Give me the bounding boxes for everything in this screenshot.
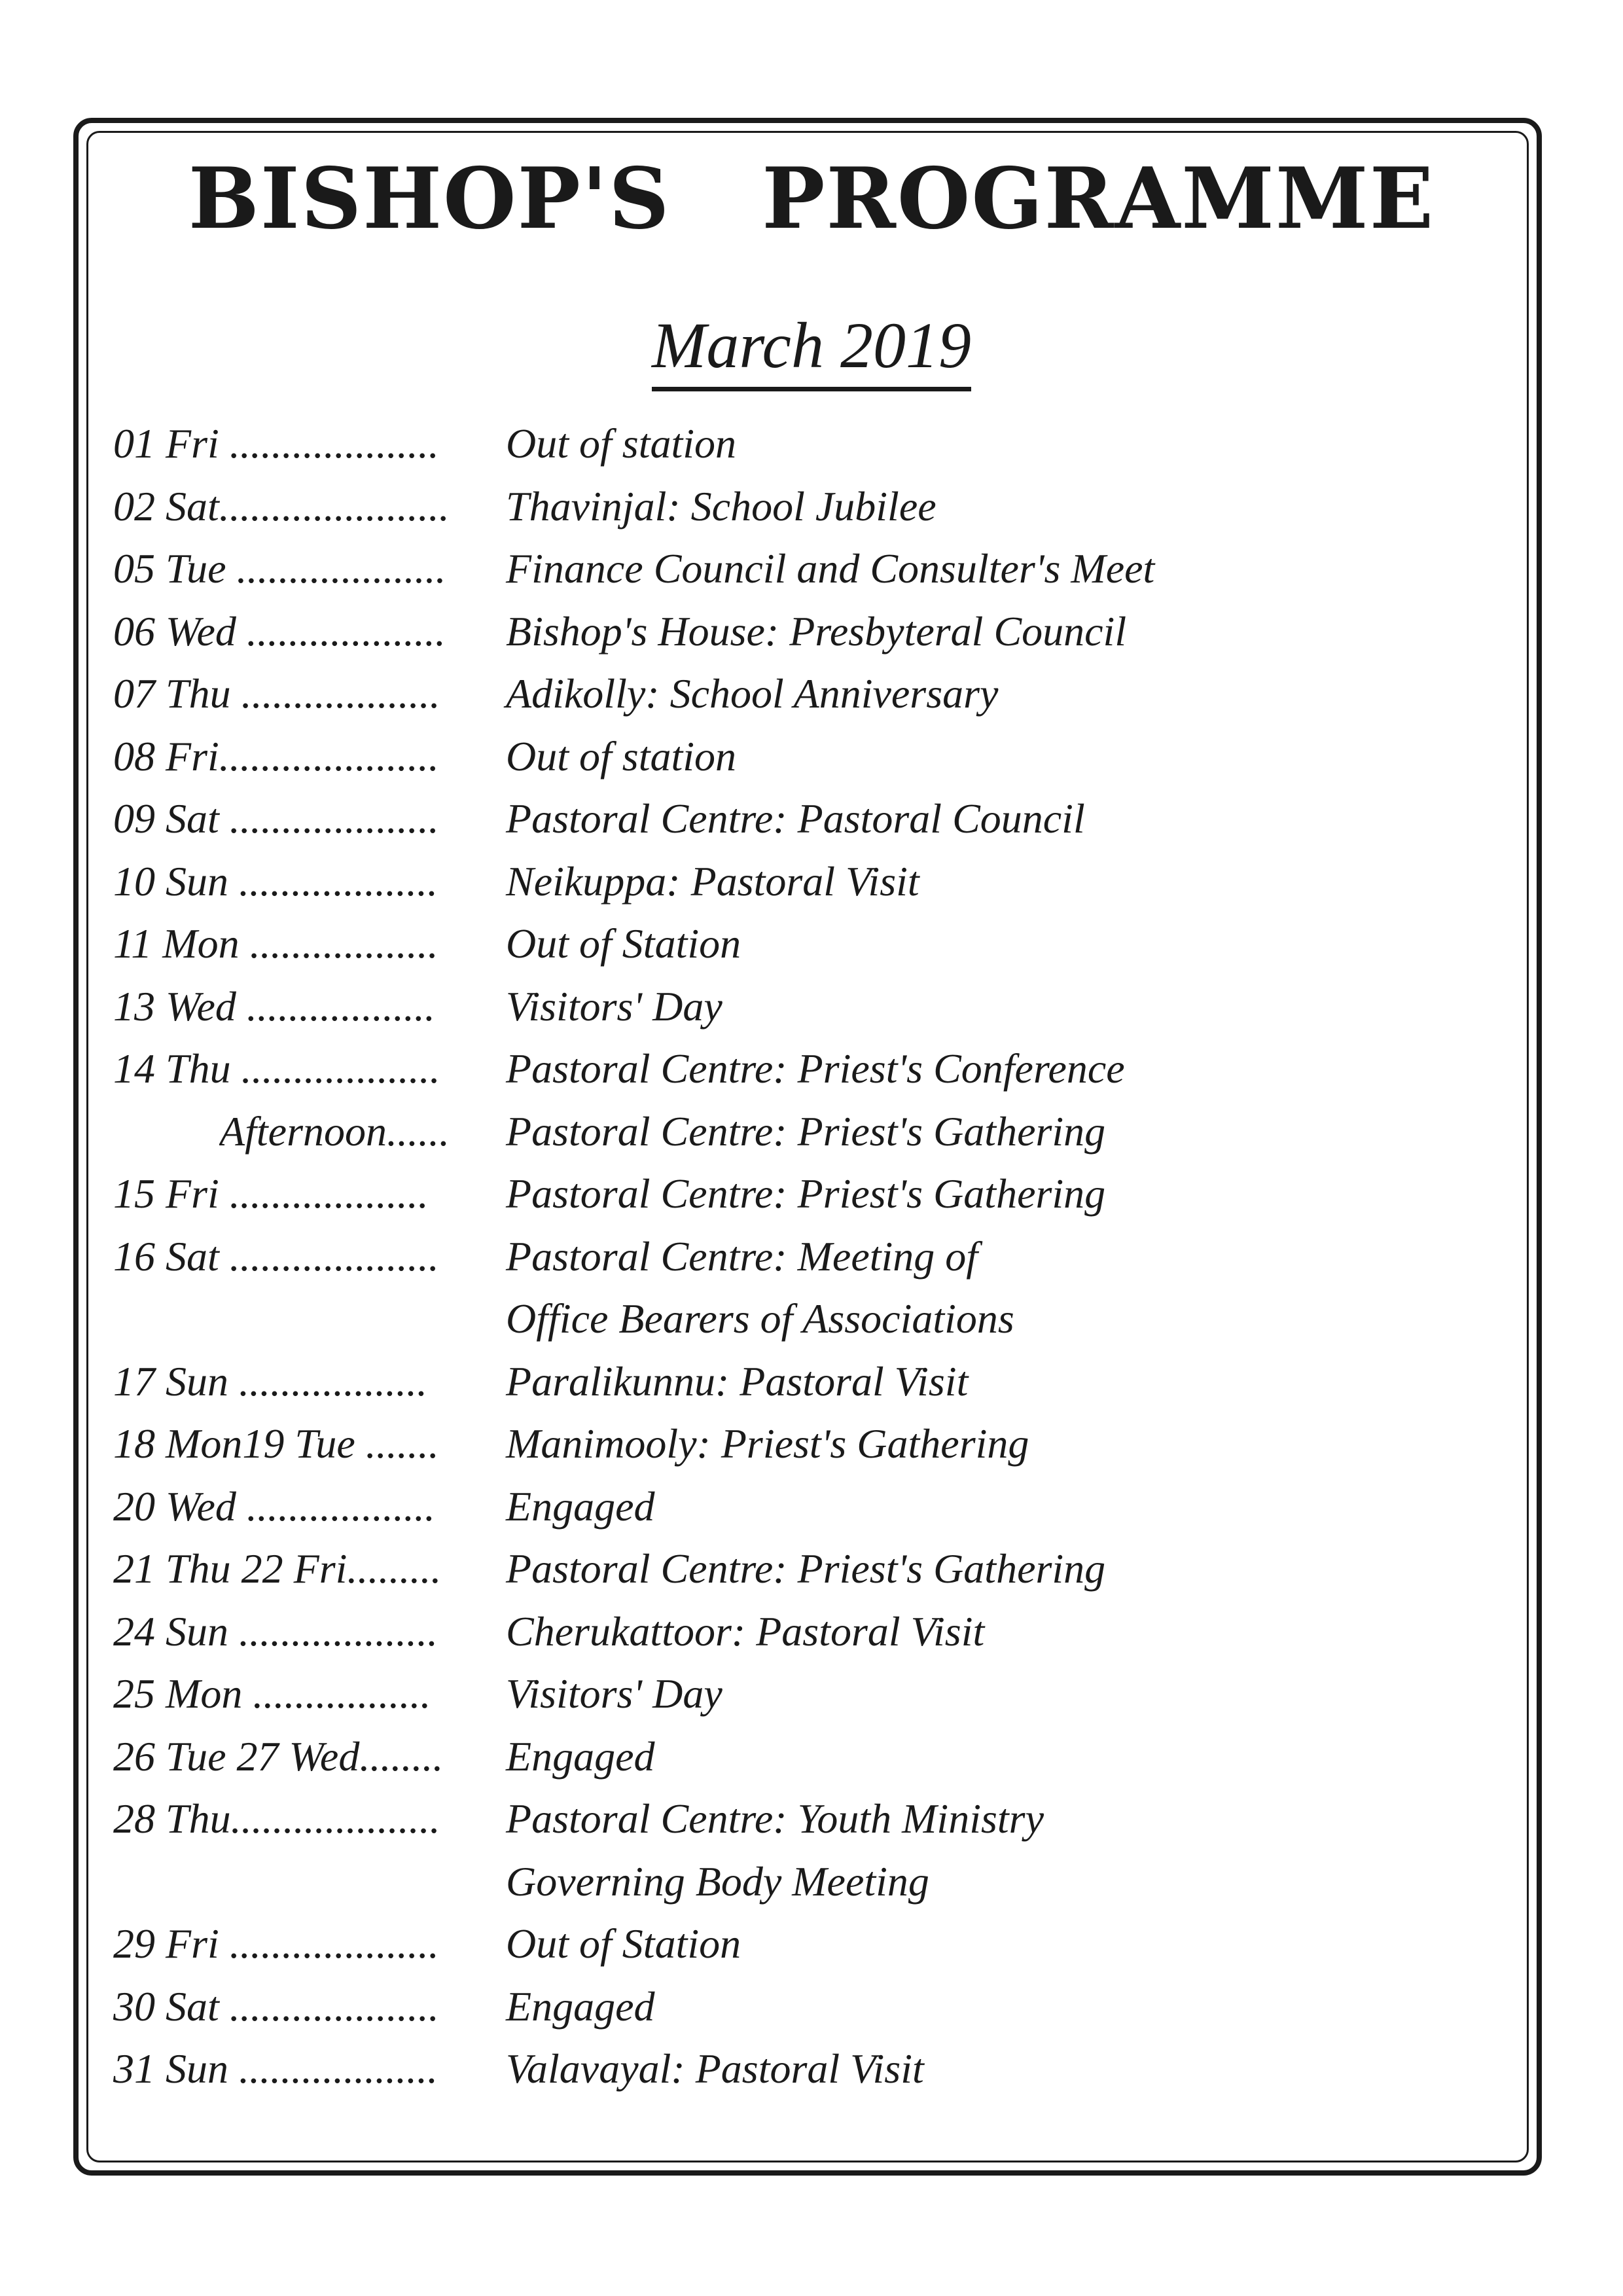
schedule-event: Engaged — [506, 1982, 655, 2030]
schedule-row — [113, 975, 1488, 1038]
schedule-day: 29 Fri .................... — [113, 1920, 439, 1967]
schedule-day: 17 Sun .................. — [113, 1357, 427, 1405]
schedule-event: Out of station — [506, 732, 737, 780]
schedule-day: 16 Sat .................... — [113, 1232, 439, 1280]
schedule-day: Afternoon...... — [219, 1107, 450, 1155]
schedule-event: Paralikunnu: Pastoral Visit — [506, 1357, 969, 1405]
schedule-row — [113, 2037, 1488, 2100]
schedule-list — [113, 412, 1488, 2100]
schedule-row — [113, 1850, 1488, 1913]
schedule-event: Pastoral Centre: Youth Ministry — [506, 1795, 1044, 1842]
schedule-event: Engaged — [506, 1482, 655, 1530]
schedule-row — [113, 1412, 1488, 1475]
schedule-event: Pastoral Centre: Pastoral Council — [506, 795, 1085, 842]
schedule-day: 09 Sat .................... — [113, 795, 439, 842]
schedule-row — [113, 1725, 1488, 1788]
schedule-row — [113, 1912, 1488, 1975]
schedule-event: Bishop's House: Presbyteral Council — [506, 607, 1127, 655]
schedule-row — [113, 1537, 1488, 1600]
schedule-day: 31 Sun ................... — [113, 2045, 438, 2092]
schedule-event: Visitors' Day — [506, 1670, 722, 1717]
schedule-event: Governing Body Meeting — [506, 1857, 929, 1905]
schedule-row — [113, 1600, 1488, 1663]
schedule-row — [113, 412, 1488, 475]
schedule-row — [113, 1475, 1488, 1538]
schedule-day: 11 Mon .................. — [113, 920, 438, 967]
schedule-event: Pastoral Centre: Priest's Conference — [506, 1045, 1125, 1092]
schedule-day: 20 Wed .................. — [113, 1482, 435, 1530]
schedule-event: Pastoral Centre: Priest's Gathering — [506, 1170, 1106, 1217]
schedule-row — [113, 537, 1488, 600]
schedule-event: Thavinjal: School Jubilee — [506, 482, 936, 529]
schedule-event: Pastoral Centre: Meeting of — [506, 1232, 978, 1280]
page-title: BISHOP'S PROGRAMME — [188, 150, 1435, 248]
schedule-event: Out of Station — [506, 1920, 741, 1967]
schedule-row — [113, 1225, 1488, 1288]
schedule-event: Visitors' Day — [506, 982, 722, 1030]
schedule-row — [113, 787, 1488, 850]
schedule-day: 18 Mon19 Tue ....... — [113, 1420, 439, 1467]
schedule-day: 02 Sat...................... — [113, 482, 450, 529]
schedule-day: 05 Tue .................... — [113, 545, 446, 592]
schedule-row — [113, 1037, 1488, 1100]
schedule-day: 10 Sun ................... — [113, 857, 438, 905]
schedule-event: Finance Council and Consulter's Meet — [506, 545, 1155, 592]
schedule-day: 21 Thu 22 Fri......... — [113, 1545, 442, 1592]
schedule-event: Neikuppa: Pastoral Visit — [506, 857, 919, 905]
schedule-event: Pastoral Centre: Priest's Gathering — [506, 1545, 1106, 1592]
schedule-day: 15 Fri ................... — [113, 1170, 429, 1217]
subtitle-container — [0, 308, 1623, 391]
schedule-day: 06 Wed ................... — [113, 607, 446, 655]
schedule-row — [113, 912, 1488, 975]
schedule-day — [113, 1850, 467, 1913]
schedule-day: 07 Thu ................... — [113, 670, 440, 717]
schedule-event: Engaged — [506, 1732, 655, 1780]
schedule-event: Out of station — [506, 420, 737, 467]
schedule-event: Cherukattoor: Pastoral Visit — [506, 1607, 985, 1655]
schedule-row — [113, 850, 1488, 913]
schedule-day: 30 Sat .................... — [113, 1982, 439, 2030]
schedule-day: 13 Wed .................. — [113, 982, 435, 1030]
schedule-row — [113, 1287, 1488, 1350]
schedule-row — [113, 475, 1488, 538]
schedule-row — [113, 1100, 1488, 1163]
schedule-event: Adikolly: School Anniversary — [506, 670, 999, 717]
schedule-row — [113, 1975, 1488, 2038]
schedule-row — [113, 1787, 1488, 1850]
schedule-row — [113, 725, 1488, 788]
schedule-event: Office Bearers of Associations — [506, 1295, 1014, 1342]
schedule-row — [113, 662, 1488, 725]
schedule-day: 28 Thu.................... — [113, 1795, 440, 1842]
schedule-event: Pastoral Centre: Priest's Gathering — [506, 1107, 1106, 1155]
schedule-row — [113, 600, 1488, 663]
schedule-event: Out of Station — [506, 920, 741, 967]
schedule-day: 01 Fri .................... — [113, 420, 439, 467]
schedule-day: 25 Mon ................. — [113, 1670, 431, 1717]
schedule-day: 14 Thu ................... — [113, 1045, 440, 1092]
month-subtitle: March 2019 — [652, 308, 971, 391]
schedule-day: 26 Tue 27 Wed........ — [113, 1732, 444, 1780]
schedule-event: Valavayal: Pastoral Visit — [506, 2045, 924, 2092]
schedule-day: 24 Sun ................... — [113, 1607, 438, 1655]
schedule-event: Manimooly: Priest's Gathering — [506, 1420, 1029, 1467]
schedule-row — [113, 1350, 1488, 1413]
schedule-row — [113, 1162, 1488, 1225]
schedule-row — [113, 1662, 1488, 1725]
schedule-day — [113, 1287, 467, 1350]
schedule-day: 08 Fri..................... — [113, 732, 439, 780]
